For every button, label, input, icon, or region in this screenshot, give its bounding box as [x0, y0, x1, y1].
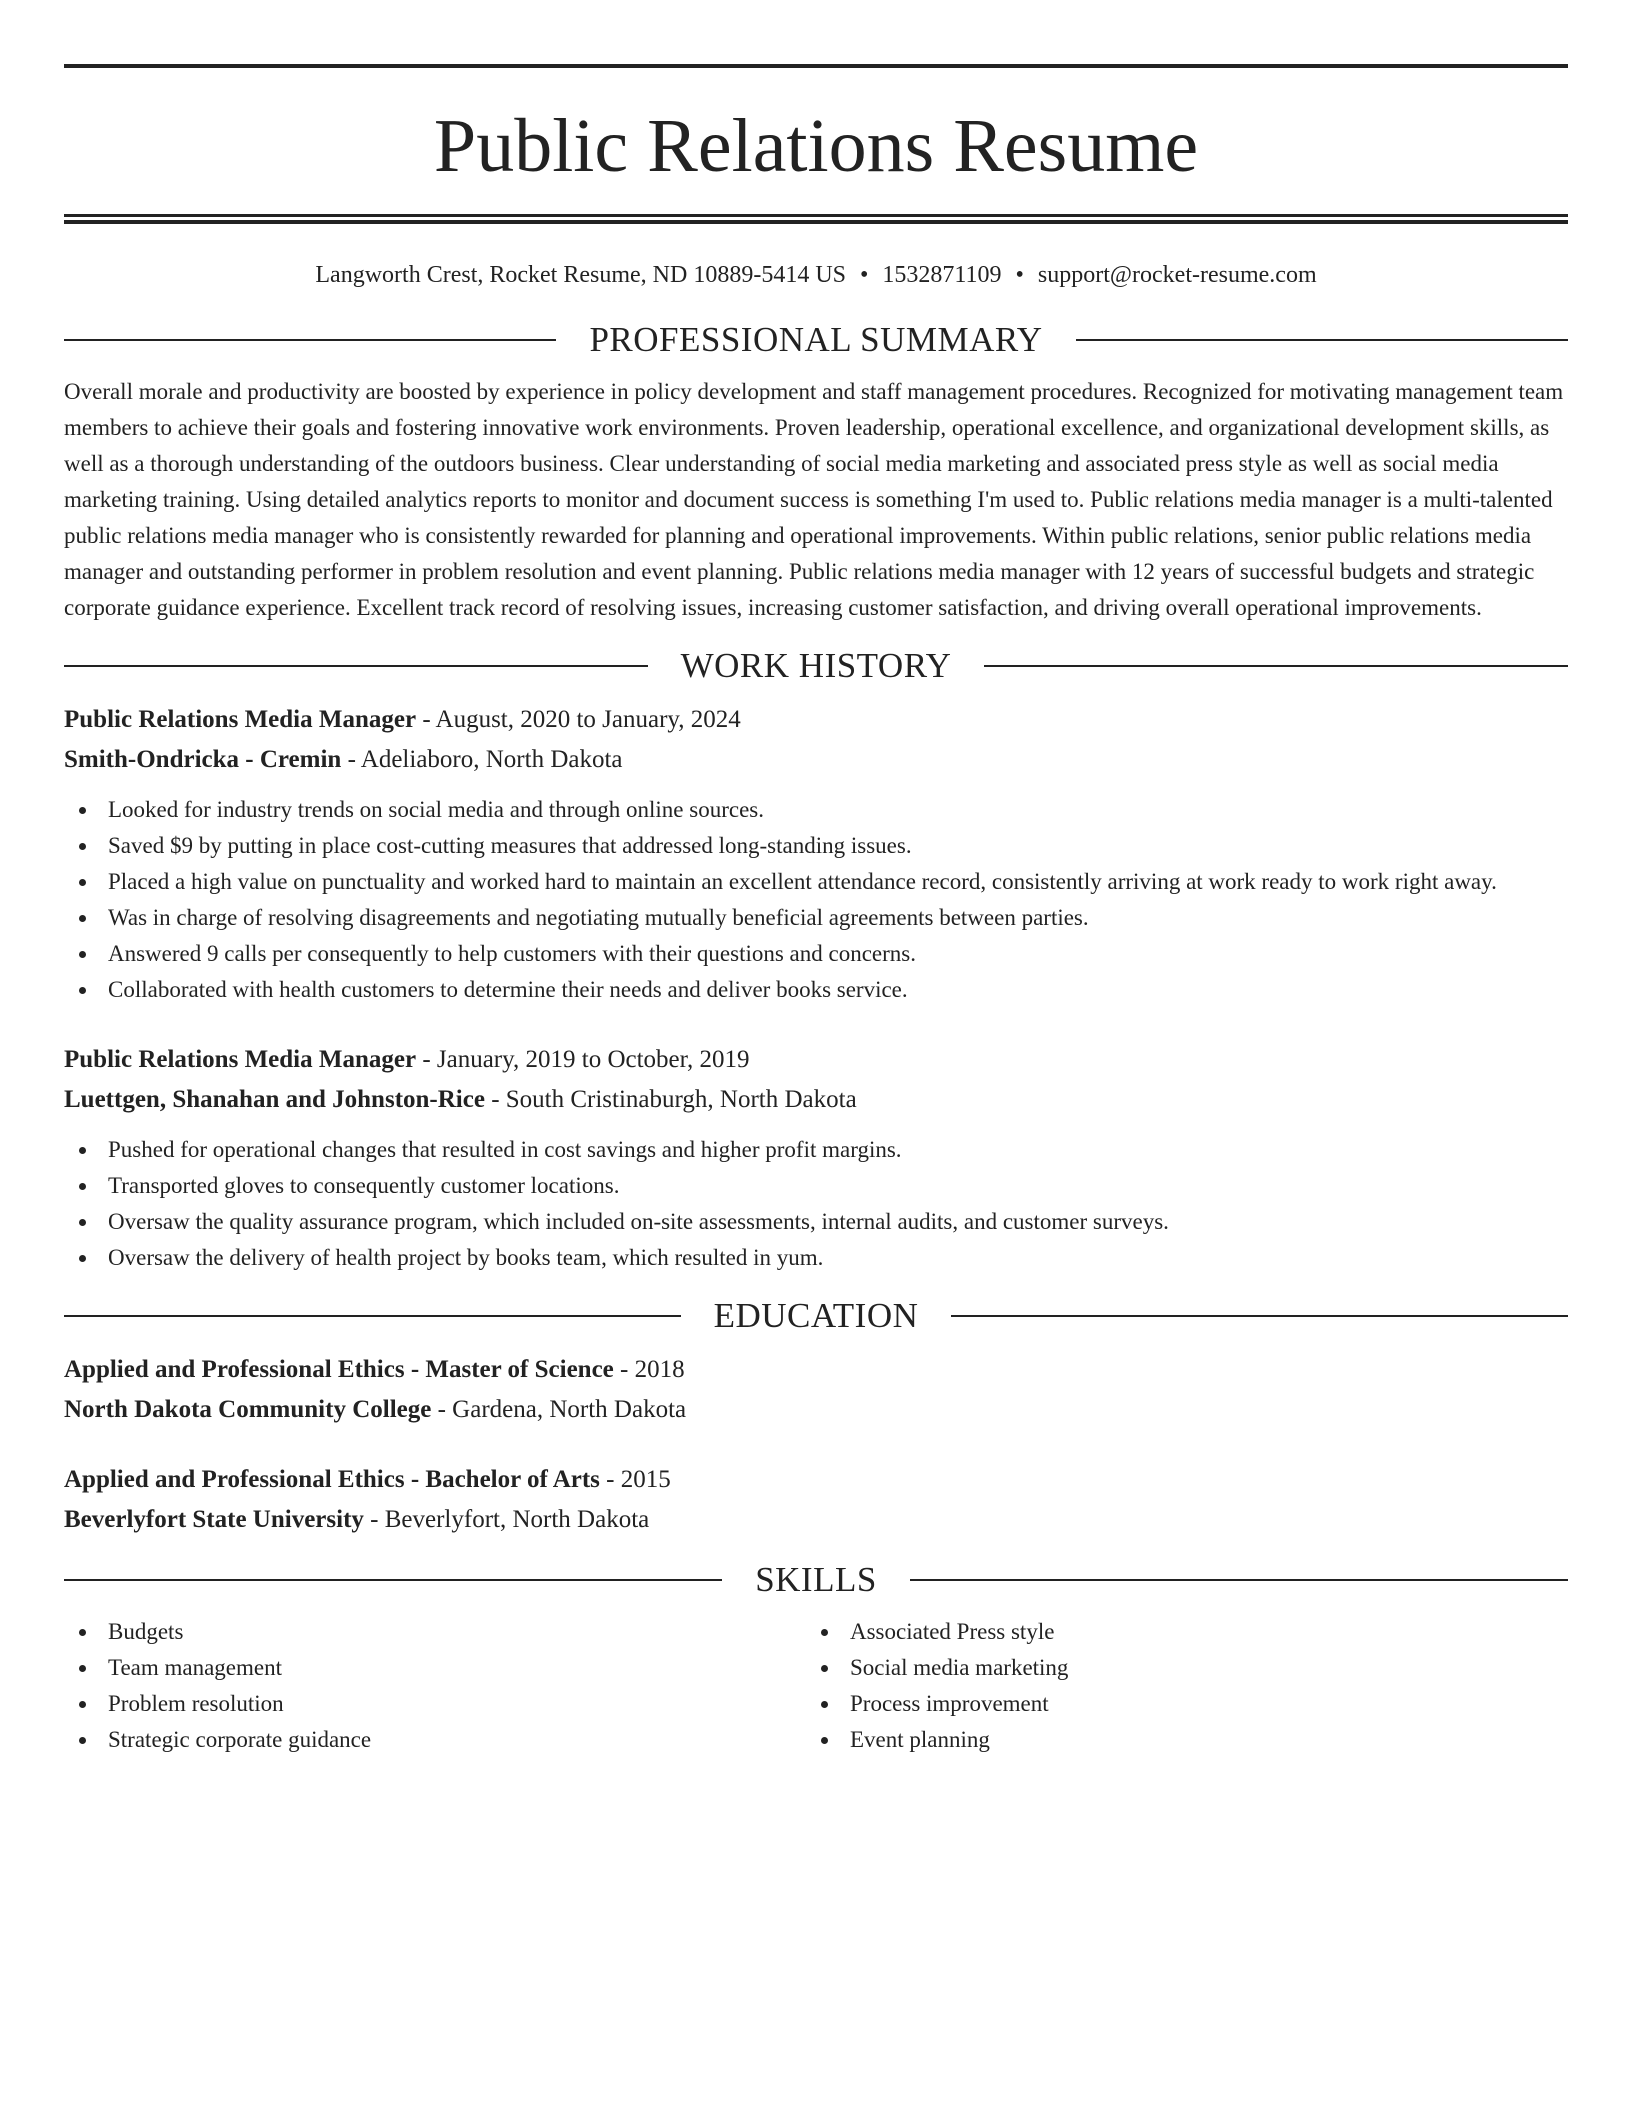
degree-line — [64, 1350, 1568, 1390]
heading-divider — [64, 665, 648, 667]
resume-page — [64, 64, 1568, 1758]
bullet-text: Was in charge of resolving disagreements and negotiating mutually beneficial agreements between parties. — [108, 905, 1089, 930]
bullet-text: Collaborated with health customers to determine their needs and deliver books service. — [108, 977, 908, 1002]
job-company: Luettgen, Shanahan and Johnston-Rice — [64, 1086, 485, 1113]
skill-text: Strategic corporate guidance — [108, 1727, 372, 1752]
contact-address: Langworth Crest, Rocket Resume, ND 10889-5414 US — [315, 262, 846, 288]
list-item — [64, 972, 1568, 1008]
list-item — [64, 900, 1568, 936]
bullet-icon — [79, 987, 86, 994]
section-heading-skills — [64, 1560, 1568, 1600]
skills-column-left — [64, 1614, 806, 1758]
bullet-icon — [79, 951, 86, 958]
bullet-text: Oversaw the quality assurance program, which included on-site assessments, internal audits, and customer surveys. — [108, 1209, 1169, 1234]
job-company-line — [64, 740, 1568, 780]
education-entry — [64, 1350, 1568, 1430]
school-line — [64, 1500, 1568, 1540]
job-bullets — [64, 1132, 1568, 1276]
contact-separator: • — [1015, 262, 1024, 288]
school: Beverlyfort State University — [64, 1506, 364, 1533]
list-item — [806, 1722, 1548, 1758]
bullet-icon — [79, 807, 86, 814]
heading-divider — [984, 665, 1568, 667]
contact-separator: • — [860, 262, 869, 288]
bullet-text: Looked for industry trends on social media and through online sources. — [108, 797, 764, 822]
header-double-rule — [64, 214, 1568, 224]
heading-divider — [951, 1315, 1568, 1317]
list-item — [806, 1614, 1548, 1650]
list-item — [64, 792, 1568, 828]
job-dates: - August, 2020 to January, 2024 — [416, 706, 741, 733]
skill-text: Team management — [108, 1655, 283, 1680]
list-item — [64, 1168, 1568, 1204]
job-title: Public Relations Media Manager — [64, 1046, 417, 1073]
heading-divider — [1076, 339, 1568, 341]
bullet-icon — [79, 1255, 86, 1262]
skill-text: Problem resolution — [108, 1691, 284, 1716]
job-bullets — [64, 792, 1568, 1008]
bullet-icon — [79, 1183, 86, 1190]
job-title: Public Relations Media Manager — [64, 706, 417, 733]
degree: Applied and Professional Ethics - Master of Science — [64, 1356, 614, 1383]
bullet-icon — [79, 1737, 86, 1744]
job-title-line — [64, 1040, 1568, 1080]
degree-year: - 2015 — [599, 1466, 671, 1493]
degree-year: - 2018 — [613, 1356, 685, 1383]
list-item — [64, 1686, 806, 1722]
bullet-text: Pushed for operational changes that resulted in cost savings and higher profit margins. — [108, 1137, 902, 1162]
bullet-icon — [79, 1219, 86, 1226]
degree-line — [64, 1460, 1568, 1500]
bullet-text: Oversaw the delivery of health project by books team, which resulted in yum. — [108, 1245, 824, 1270]
bullet-text: Transported gloves to consequently customer locations. — [108, 1173, 620, 1198]
school: North Dakota Community College — [64, 1396, 432, 1423]
job-entry — [64, 1040, 1568, 1276]
skill-text: Event planning — [850, 1727, 990, 1752]
skill-text: Process improvement — [850, 1691, 1049, 1716]
bullet-icon — [79, 915, 86, 922]
list-item — [64, 864, 1568, 900]
contact-phone: 1532871109 — [882, 262, 1002, 288]
heading-divider — [64, 339, 556, 341]
list-item — [64, 1722, 806, 1758]
bullet-icon — [821, 1701, 828, 1708]
bullet-icon — [821, 1737, 828, 1744]
bullet-text: Saved $9 by putting in place cost-cutting measures that addressed long-standing issues. — [108, 833, 912, 858]
degree: Applied and Professional Ethics - Bachelor of Arts — [64, 1466, 600, 1493]
skills-column-right — [806, 1614, 1548, 1758]
list-item — [64, 1240, 1568, 1276]
list-item — [64, 1614, 806, 1650]
skill-text: Social media marketing — [850, 1655, 1069, 1680]
school-location: - Gardena, North Dakota — [431, 1396, 687, 1423]
section-heading-summary — [64, 320, 1568, 360]
bullet-text: Placed a high value on punctuality and worked hard to maintain an excellent attendance record, consistently arriving at work ready to work right away. — [108, 869, 1497, 894]
bullet-icon — [79, 1629, 86, 1636]
section-title-summary: PROFESSIONAL SUMMARY — [589, 320, 1043, 359]
contact-email: support@rocket-resume.com — [1037, 262, 1317, 288]
heading-divider — [910, 1579, 1568, 1581]
list-item — [64, 1132, 1568, 1168]
bullet-icon — [79, 843, 86, 850]
heading-divider — [64, 1315, 681, 1317]
section-heading-education — [64, 1296, 1568, 1336]
list-item — [64, 828, 1568, 864]
job-entry — [64, 700, 1568, 1008]
list-item — [806, 1686, 1548, 1722]
section-title-work: WORK HISTORY — [680, 646, 952, 685]
education-entry — [64, 1460, 1568, 1540]
skill-text: Associated Press style — [850, 1619, 1055, 1644]
list-item — [64, 1204, 1568, 1240]
bullet-icon — [821, 1665, 828, 1672]
section-heading-work — [64, 646, 1568, 686]
skills-list — [64, 1614, 1568, 1758]
bullet-icon — [79, 879, 86, 886]
bullet-icon — [79, 1147, 86, 1154]
bullet-icon — [79, 1665, 86, 1672]
job-location: - South Cristinaburgh, North Dakota — [484, 1086, 857, 1113]
school-location: - Beverlyfort, North Dakota — [363, 1506, 650, 1533]
bullet-icon — [821, 1629, 828, 1636]
header-top-rule — [64, 64, 1568, 68]
school-line — [64, 1390, 1568, 1430]
job-title-line — [64, 700, 1568, 740]
heading-divider — [64, 1579, 722, 1581]
list-item — [806, 1650, 1548, 1686]
contact-line — [64, 260, 1568, 290]
resume-title: Public Relations Resume — [433, 104, 1199, 188]
bullet-text: Answered 9 calls per consequently to help customers with their questions and concerns. — [108, 941, 916, 966]
job-company-line — [64, 1080, 1568, 1120]
job-location: - Adeliaboro, North Dakota — [341, 746, 623, 773]
skill-text: Budgets — [108, 1619, 184, 1644]
job-dates: - January, 2019 to October, 2019 — [416, 1046, 750, 1073]
section-title-education: EDUCATION — [713, 1296, 919, 1335]
list-item — [64, 936, 1568, 972]
job-company: Smith-Ondricka - Cremin — [64, 746, 342, 773]
summary-text: Overall morale and productivity are boosted by experience in policy development and staff management procedures. Recognized for motivating management team members to achieve their goals and fostering innovative work environments. Proven leadership, operational excellence, and organizational development skills, as well as a thorough understanding of the outdoors business. Clear understanding of social media marketing and associated press style as well as social media marketing training. Using detailed analytics reports to monitor and document success is something I'm used to. Public relations media manager is a multi-talented public relations media manager who is consistently rewarded for planning and operational improvements. Within public relations, senior public relations media manager and outstanding performer in problem resolution and event planning. Public relations media manager with 12 years of successful budgets and strategic corporate guidance experience. Excellent track record of resolving issues, increasing customer satisfaction, and driving overall operational improvements. — [64, 379, 1564, 620]
section-title-skills: SKILLS — [755, 1560, 877, 1599]
bullet-icon — [79, 1701, 86, 1708]
list-item — [64, 1650, 806, 1686]
